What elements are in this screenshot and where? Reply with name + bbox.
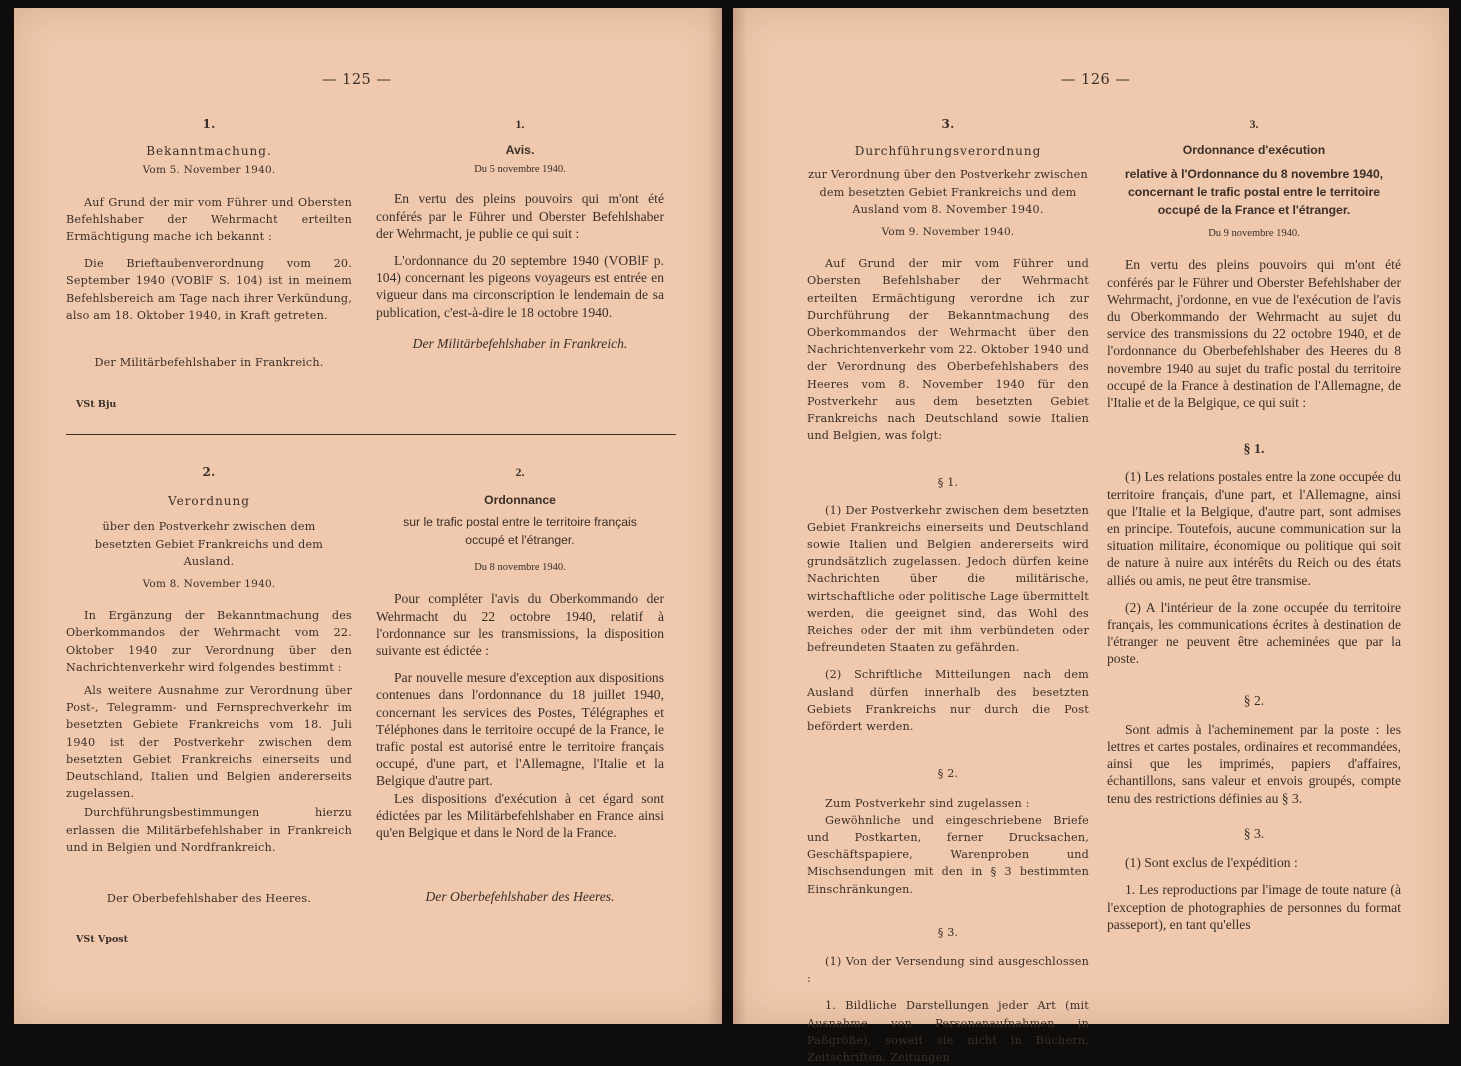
section-number: 3. (1249, 117, 1259, 131)
paragraph: (2) A l'intérieur de la zone occupée du territoire français, les communications écrites à destination de l'étranger ne peuvent être acheminées que par la poste. (1107, 599, 1401, 667)
paragraph: In Ergänzung der Bekanntmachung des Oberkommandos der Wehrmacht vom 22. Oktober 1940 zur Verordnung über den Nachrichtenverkehr wird folgendes bestimmt : (66, 609, 352, 674)
paragraph-heading: § 2. (937, 767, 959, 781)
sec1-german-column (66, 116, 352, 371)
office-mark: VSt Bju (76, 399, 117, 410)
paragraph: Auf Grund der mir vom Führer und Obersten Befehlshaber der Wehrmacht erteilten Ermächtigung mache ich bekannt : (66, 195, 352, 244)
section-divider (66, 434, 676, 435)
page-fold-shadow (733, 8, 747, 1024)
section-title: Bekanntmachung. (146, 144, 272, 159)
section-number: 2. (515, 465, 525, 479)
paragraph-heading: § 2. (1243, 692, 1265, 708)
paragraph: Auf Grund der mir vom Führer und Obersten Befehlshaber der Wehrmacht erteilten Ermächtigung verordne ich zur Durchführung der Bekanntmachung des Oberkommandos der Wehrmacht über den Nachrichtenverkehr vom 22. Oktober 1940 und der Verordnung des Oberbefehlshabers des Heeres vom 8. November 1940 für den Postverkehr aus dem besetzten Gebiet Frankreichs nach Deutschland sowie Italien und Belgien, was folgt: (807, 257, 1089, 443)
section-number: 3. (941, 117, 955, 131)
paragraph: (2) Schriftliche Mitteilungen nach dem Ausland dürfen innerhalb des besetzten Gebiets Frankreichs nur durch die Post befördert werden. (807, 668, 1089, 734)
sec2-french-column (376, 464, 664, 841)
paragraph: (1) Les relations postales entre la zone occupée du territoire français, d'une part, et l'Allemagne, ainsi que l'Italie et la Belgique, d'autre part, sont admises en principe. Toutefois, aucune communication sur la situation militaire, économique ou politique qui soit de nature à nuire aux intérêts du Reich ou des états alliés ou amis, ne peut être transmise. (1107, 469, 1401, 588)
paragraph: L'ordonnance du 20 septembre 1940 (VOBlF p. 104) concernant les pigeons voyageurs est entrée en vigueur dans ma circonscription le lendemain de sa publication, c'est-à-dire le 18 octobre 1940. (376, 253, 664, 320)
paragraph: (1) Sont exclus de l'expédition : (1125, 855, 1298, 871)
paragraph-heading: § 1. (1243, 442, 1265, 458)
paragraph: 1. Bildliche Darstellungen jeder Art (mit Ausnahme von Personenaufnahmen in Paßgröße), soweit sie nicht in Büchern, Zeitschriften, Zeitungen (807, 999, 1089, 1064)
signature: Der Oberbefehlshaber des Heeres. (106, 892, 312, 905)
paragraph: Zum Postverkehr sind zugelassen : (825, 796, 1030, 810)
sec2-german-column (66, 464, 352, 856)
paragraph: 1. Les reproductions par l'image de toute nature (à l'exception de photographies de personnes du format passeport), en tant qu'elles (1107, 882, 1401, 932)
section-title: Ordonnance (484, 493, 556, 508)
paragraph-heading: § 3. (1243, 825, 1265, 841)
section-title: Durchführungsverordnung (854, 144, 1042, 159)
section-subtitle: sur le trafic postal entre le territoire français occupé et l'étranger. (403, 515, 637, 548)
section-date: Vom 5. November 1940. (142, 164, 276, 177)
paragraph: En vertu des pleins pouvoirs qui m'ont été conférés par le Führer und Oberster Befehlshaber der Wehrmacht, je publie ce qui suit : (376, 191, 664, 241)
paragraph: Sont admis à l'acheminement par la poste : les lettres et cartes postales, ordinaires et recommandées, ainsi que les imprimés, papiers d'affaires, échantillons, sans valeur et envois groupés, compte tenu des restrictions définies au § 3. (1107, 721, 1401, 806)
paragraph: Durchführungsbestimmungen hierzu erlassen die Militärbefehlshaber in Frankreich und in Belgien und Nordfrankreich. (66, 806, 352, 854)
paragraph: Par nouvelle mesure d'exception aux dispositions contenues dans l'ordonnance du 18 juillet 1940, concernant les services des Postes, Télégraphes et Téléphones dans le territoire occupé de la France, le trafic postal est autorisé entre le territoire français occupé, d'une part, et l'Allemagne, l'Italie et la Belgique d'autre part. (376, 670, 664, 789)
section-date: Du 8 novembre 1940. (474, 562, 566, 574)
section-date: Du 9 novembre 1940. (1208, 228, 1300, 240)
sec3-french-column (1107, 116, 1401, 933)
section-subtitle: relative à l'Ordonnance du 8 novembre 1940, concernant le trafic postal entre le territoire occupé de la France et l'étranger. (1124, 167, 1384, 218)
sec1-french-column (376, 116, 664, 352)
page-fold-shadow (708, 8, 722, 1024)
left-page (14, 8, 722, 1024)
right-page (733, 8, 1449, 1064)
section-title: Ordonnance d'exécution (1182, 143, 1326, 158)
paragraph: Als weitere Ausnahme zur Verordnung über Post-, Telegramm- und Fernsprechverkehr im besetzten Gebiete Frankreichs vom 18. Juli 1940 ist der Postverkehr zwischen dem besetzten Gebiet Frankreichs einerseits und Deutschland, Italien und Belgien andererseits zugelassen. (66, 684, 352, 801)
section-date: Vom 9. November 1940. (881, 226, 1015, 239)
paragraph-heading: § 3. (937, 925, 959, 939)
section-title: Avis. (505, 143, 535, 158)
page-number: — 126 — (1061, 72, 1131, 88)
signature: Der Militärbefehlshaber in Frankreich. (412, 335, 628, 351)
paragraph: Gewöhnliche und eingeschriebene Briefe und Postkarten, ferner Drucksachen, Geschäftspapiere, Warenproben und Mischsendungen mit den in § 3 bestimmten Einschränkungen. (807, 813, 1089, 896)
sec3-german-column (807, 116, 1089, 1066)
page-number: — 125 — (322, 72, 392, 88)
paragraph: Die Brieftaubenverordnung vom 20. September 1940 (VOBlF S. 104) ist in meinem Befehlsbereich am Tage nach ihrer Verkündung, also am 18. Oktober 1940, in Kraft getreten. (66, 257, 352, 322)
section-subtitle: über den Postverkehr zwischen dem besetzten Gebiet Frankreichs und dem Ausland. (94, 520, 324, 568)
section-subtitle: zur Verordnung über den Postverkehr zwischen dem besetzten Gebiet Frankreichs und dem Ausland vom 8. November 1940. (808, 168, 1088, 216)
section-title: Verordnung (168, 494, 250, 509)
section-number: 1. (515, 117, 525, 131)
paragraph: (1) Von der Versendung sind ausgeschlossen : (807, 954, 1089, 986)
paragraph: (1) Der Postverkehr zwischen dem besetzten Gebiet Frankreichs einerseits und Deutschland sowie Italien und Belgien andererseits wird grundsätzlich zugelassen. Jedoch dürfen keine Nachrichten über die militärische, wirtschaftliche oder politische Lage übermittelt werden, die geeignet sind, das Wohl des Reiches oder der mit ihm verbündeten oder befreundeten Staaten zu gefährden. (807, 503, 1089, 655)
paragraph: En vertu des pleins pouvoirs qui m'ont été conférés par le Führer und Oberster Befehlshaber der Wehrmacht, j'ordonne, en vue de l'exécution de l'avis du Oberkommando der Wehrmacht au sujet du service des transmissions du 22 octobre 1940, et de l'ordonnance du Oberbefehlshaber des Heeres du 8 novembre 1940 au sujet du trafic postal du territoire occupé de la France à destination de l'Allemagne, de l'Italie et de la Belgique, ce qui suit : (1107, 257, 1401, 411)
section-date: Du 5 novembre 1940. (474, 164, 566, 176)
signature: Der Oberbefehlshaber des Heeres. (425, 889, 615, 904)
section-number: 1. (202, 117, 216, 131)
office-mark: VSt Vpost (76, 934, 129, 945)
paragraph: Pour compléter l'avis du Oberkommando der Wehrmacht du 22 octobre 1940, relatif à l'ordonnance sur les transmissions, la disposition suivante est édictée : (376, 591, 664, 659)
paragraph: Les dispositions d'exécution à cet égard sont édictées par les Militärbefehlshaber en France ainsi qu'en Belgique et dans le Nord de la France. (376, 790, 664, 841)
section-date: Vom 8. November 1940. (142, 578, 276, 591)
signature: Der Militärbefehlshaber in Frankreich. (94, 356, 324, 370)
paragraph-heading: § 1. (937, 476, 959, 490)
section-number: 2. (202, 465, 216, 479)
